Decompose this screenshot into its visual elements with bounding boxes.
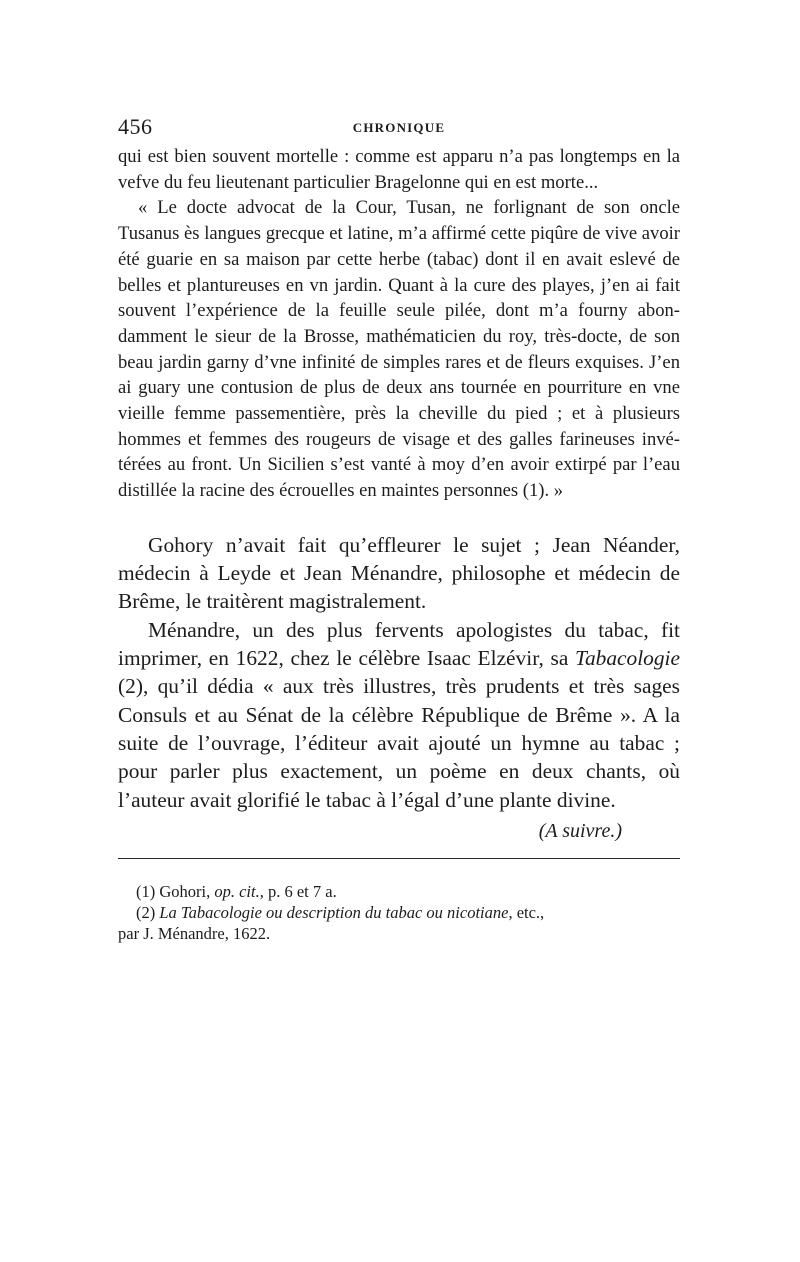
footnote-2-suffix: , etc., [508, 902, 545, 922]
body-paragraph-1: Gohory n’avait fait qu’effleurer le sujet ; Jean Néander, médecin à Leyde et Jean Ménandre, philosophe et médecin de Brême, le traitèrent magistralement. [118, 532, 680, 614]
body-paragraph-2-end: (2), qu’il dédia « aux très illustres, très prudents et très sages Consuls et au Sénat de la célèbre République de Brême ». A la suite de l’ouvrage, l’éditeur avait ajouté un hymne au tabac ; pour parler plus exactement, un poème en deux chants, où l’auteur avait glorifié le tabac à l’égal d’une plante divine. [118, 674, 680, 812]
footnote-2-continuation: par J. Ménandre, 1622. [118, 923, 271, 943]
footnote-1-prefix: (1) Gohori, [136, 881, 215, 901]
running-head: CHRONIQUE [352, 120, 446, 135]
quoted-passage [118, 144, 680, 504]
to-be-continued-text: (A suivre.) [538, 819, 622, 842]
footnote-2 [136, 902, 680, 923]
quote-paragraph-1: qui est bien souvent mortelle : comme est apparu n’a pas longtemps en la vefve du feu lieutenant particulier Bragelonne qui en est morte... [118, 146, 680, 193]
footnote-1-italic: op. cit. [214, 881, 260, 901]
page-number: 456 [118, 114, 153, 139]
footnote-2-prefix: (2) [136, 902, 160, 922]
body-paragraph-2 [118, 616, 680, 814]
to-be-continued [118, 816, 680, 846]
page-header [118, 110, 680, 144]
footnote-1-suffix: , p. 6 et 7 a. [259, 881, 337, 901]
footnote-2-italic: La Tabacologie ou description du tabac ou nicotiane [159, 902, 509, 922]
body-paragraph-2-start: Ménandre, un des plus fervents apologistes du tabac, fit imprimer, en 1622, chez le célèbre Isaac Elzévir, sa [118, 617, 680, 671]
footnote-1 [136, 881, 680, 902]
footnotes [118, 881, 680, 944]
book-title-tabacologie: Tabacologie [575, 646, 680, 671]
body-text [118, 531, 680, 846]
book-page [118, 110, 680, 944]
quote-paragraph-2: « Le docte advocat de la Cour, Tusan, ne forlignant de son oncle Tusanus ès langues grecque et latine, m’a affirmé cette piqûre de vive avoir été guarie en sa maison par cette herbe (tabac) dont il en avait eslevé de belles et plantureuses en vn jardin. Quant à la cure des playes, j’en ai fait souvent l’expérience de la feuille seule pilée, dont m’a fourny abondamment le sieur de la Brosse, mathématicien du roy, très-docte, de son beau jardin garny d’vne infinité de simples rares et de fleurs exquises. J’en ai guary une contusion de plus de deux ans tournée en pourriture en vne vieille femme passementière, près la cheville du pied ; et à plusieurs hommes et femmes des rougeurs de visage et des galles farineuses invétérées au front. Un Sicilien s’est vanté à moy d’en avoir extirpé par l’eau distillée la racine des écrouelles en maintes personnes (1). » [118, 197, 680, 502]
footnote-divider [118, 858, 680, 859]
